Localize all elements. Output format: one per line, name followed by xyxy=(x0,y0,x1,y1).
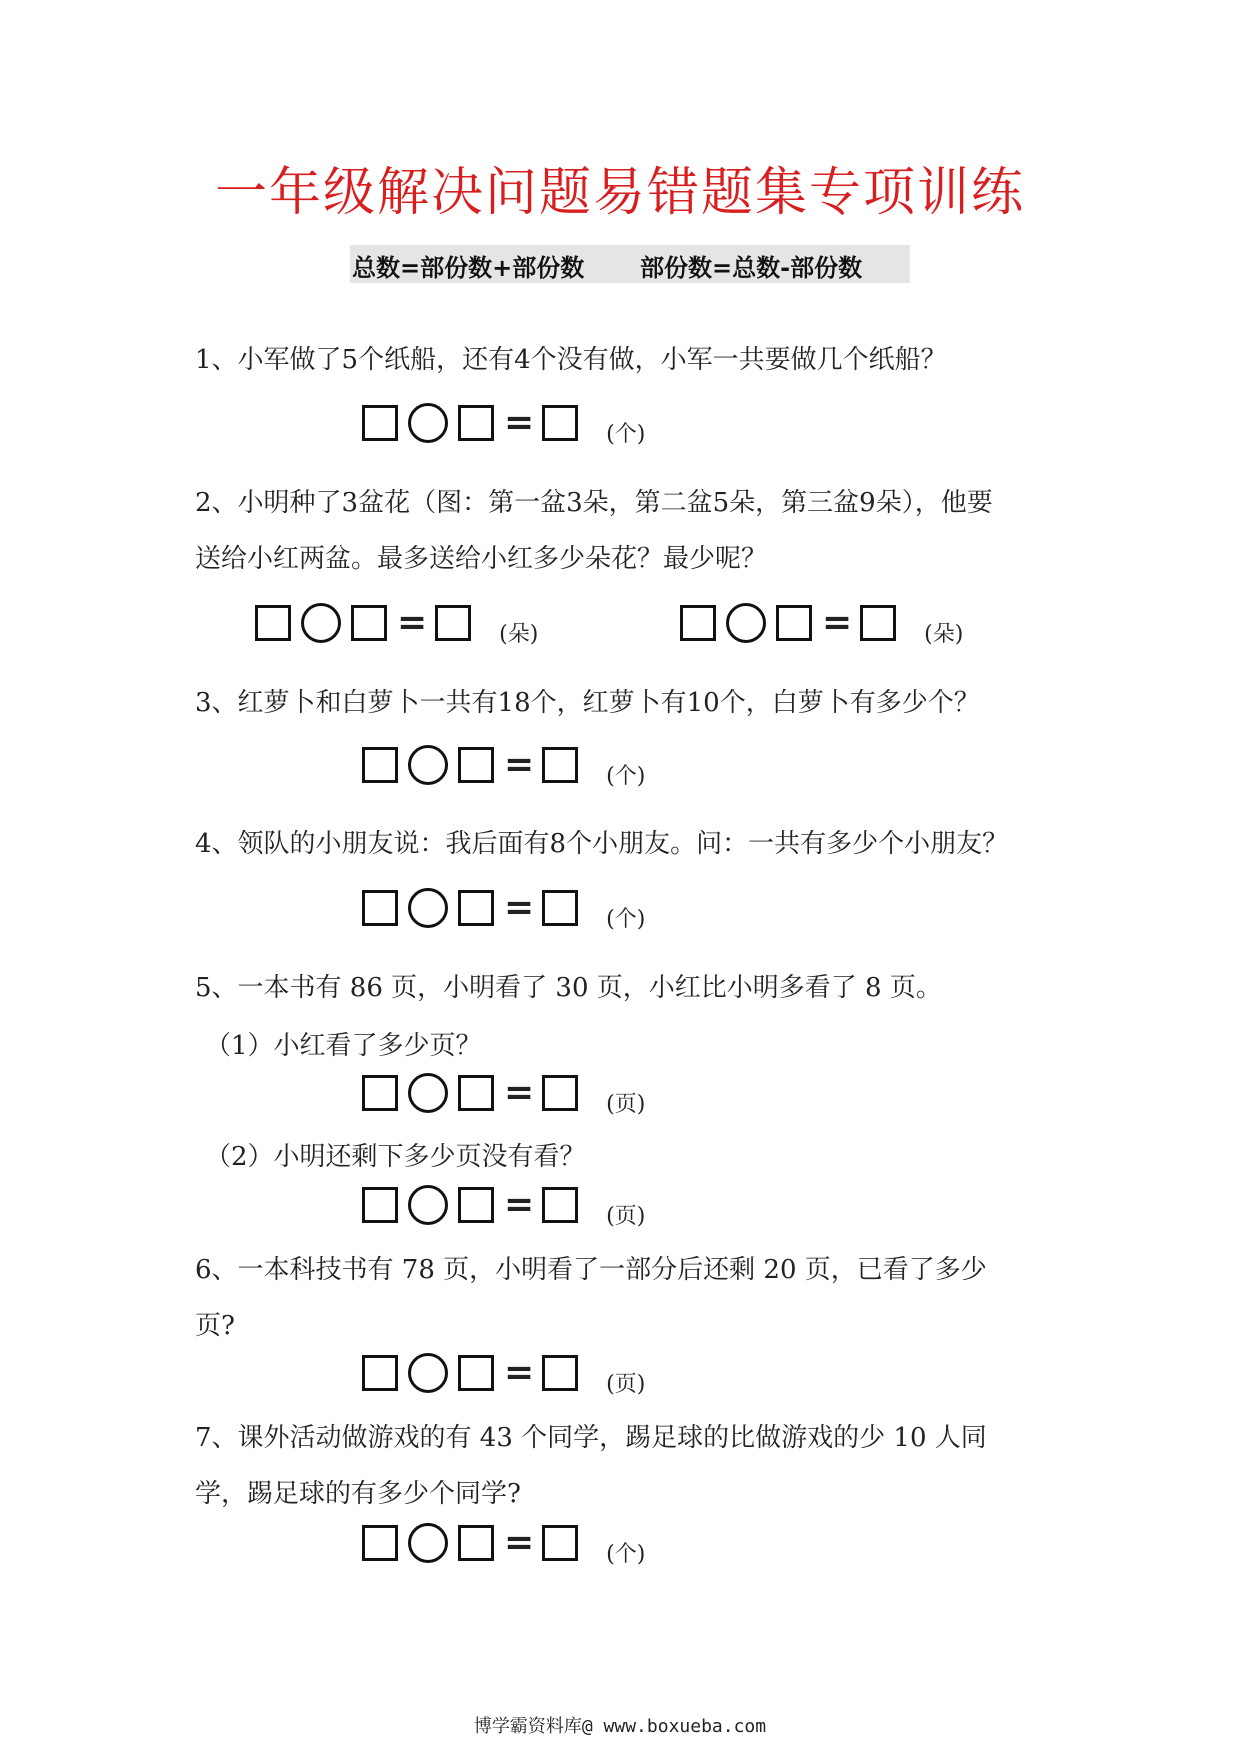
question-text: 4、领队的小朋友说：我后面有8个小朋友。问：一共有多少个小朋友？ xyxy=(195,829,1009,859)
footer-watermark: 博学霸资料库@ www.boxueba.com xyxy=(473,1716,767,1737)
equation-5b xyxy=(362,1182,645,1228)
answer-box[interactable] xyxy=(680,605,716,641)
equals-sign: = xyxy=(504,887,535,928)
answer-box[interactable] xyxy=(458,405,494,441)
answer-box[interactable] xyxy=(542,1187,578,1223)
answer-box[interactable] xyxy=(860,605,896,641)
answer-box[interactable] xyxy=(362,1355,398,1391)
equation-2b xyxy=(680,600,963,646)
answer-box[interactable] xyxy=(776,605,812,641)
equation-3 xyxy=(362,742,645,788)
formula-part: 部份数=总数-部份数 xyxy=(640,254,863,282)
answer-box[interactable] xyxy=(542,747,578,783)
equals-sign: = xyxy=(504,1184,535,1225)
answer-box[interactable] xyxy=(255,605,291,641)
unit-label: (个) xyxy=(606,1541,646,1567)
answer-box[interactable] xyxy=(362,405,398,441)
equals-sign: = xyxy=(822,602,853,643)
question-text: 6、一本科技书有 78 页，小明看了一部分后还剩 20 页，已看了多少 xyxy=(195,1255,987,1285)
unit-label: (页) xyxy=(606,1371,646,1397)
question-text: 3、红萝卜和白萝卜一共有18个，红萝卜有10个，白萝卜有多少个？ xyxy=(195,688,980,718)
operator-circle[interactable] xyxy=(408,1523,448,1563)
answer-box[interactable] xyxy=(458,890,494,926)
answer-box[interactable] xyxy=(351,605,387,641)
equals-sign: = xyxy=(504,1072,535,1113)
question-7 xyxy=(195,1410,1075,1522)
operator-circle[interactable] xyxy=(726,603,766,643)
equals-sign: = xyxy=(504,1522,535,1563)
operator-circle[interactable] xyxy=(408,403,448,443)
operator-circle[interactable] xyxy=(408,888,448,928)
unit-label: (页) xyxy=(606,1091,646,1117)
equation-5a xyxy=(362,1070,645,1116)
answer-box[interactable] xyxy=(542,890,578,926)
equation-7 xyxy=(362,1520,645,1566)
equation-4 xyxy=(362,885,645,931)
question-text: 学，踢足球的有多少个同学? xyxy=(195,1479,521,1509)
question-4 xyxy=(195,816,1075,872)
unit-label: (个) xyxy=(606,906,646,932)
question-6 xyxy=(195,1242,1075,1354)
answer-box[interactable] xyxy=(542,1355,578,1391)
equals-sign: = xyxy=(504,744,535,785)
question-3 xyxy=(195,675,1075,731)
question-text: 1、小军做了5个纸船，还有4个没有做，小军一共要做几个纸船？ xyxy=(195,345,947,375)
question-5-part-1: （1）小红看了多少页？ xyxy=(205,1031,482,1061)
question-text: 页? xyxy=(195,1311,235,1341)
answer-box[interactable] xyxy=(458,747,494,783)
answer-box[interactable] xyxy=(362,1075,398,1111)
operator-circle[interactable] xyxy=(408,745,448,785)
answer-box[interactable] xyxy=(362,890,398,926)
question-text: 7、课外活动做游戏的有 43 个同学，踢足球的比做游戏的少 10 人同 xyxy=(195,1423,987,1453)
equals-sign: = xyxy=(397,602,428,643)
unit-label: (个) xyxy=(606,763,646,789)
question-1 xyxy=(195,332,1075,388)
formula-total: 总数=部份数+部份数 xyxy=(352,254,585,282)
unit-label: (朵) xyxy=(924,621,964,647)
equals-sign: = xyxy=(504,1352,535,1393)
operator-circle[interactable] xyxy=(408,1073,448,1113)
unit-label: (页) xyxy=(606,1203,646,1229)
answer-box[interactable] xyxy=(458,1187,494,1223)
operator-circle[interactable] xyxy=(408,1185,448,1225)
answer-box[interactable] xyxy=(362,747,398,783)
answer-box[interactable] xyxy=(542,1525,578,1561)
equation-2a xyxy=(255,600,538,646)
question-text: 送给小红两盆。最多送给小红多少朵花？最少呢？ xyxy=(195,544,768,574)
answer-box[interactable] xyxy=(542,1075,578,1111)
equation-6 xyxy=(362,1350,645,1396)
unit-label: (个) xyxy=(606,421,646,447)
operator-circle[interactable] xyxy=(301,603,341,643)
answer-box[interactable] xyxy=(435,605,471,641)
unit-label: (朵) xyxy=(499,621,539,647)
question-5 xyxy=(195,960,1075,1016)
answer-box[interactable] xyxy=(362,1187,398,1223)
question-text: 5、一本书有 86 页，小明看了 30 页，小红比小明多看了 8 页。 xyxy=(195,973,942,1003)
answer-box[interactable] xyxy=(458,1075,494,1111)
question-5-part-2: （2）小明还剩下多少页没有看？ xyxy=(205,1142,586,1172)
answer-box[interactable] xyxy=(458,1525,494,1561)
question-2 xyxy=(195,475,1075,587)
equals-sign: = xyxy=(504,402,535,443)
answer-box[interactable] xyxy=(458,1355,494,1391)
question-text: 2、小明种了3盆花（图：第一盆3朵，第二盆5朵，第三盆9朵），他要 xyxy=(195,488,993,518)
equation-1 xyxy=(362,400,645,446)
answer-box[interactable] xyxy=(542,405,578,441)
operator-circle[interactable] xyxy=(408,1353,448,1393)
answer-box[interactable] xyxy=(362,1525,398,1561)
page-title: 一年级解决问题易错题集专项训练 xyxy=(214,163,1025,223)
